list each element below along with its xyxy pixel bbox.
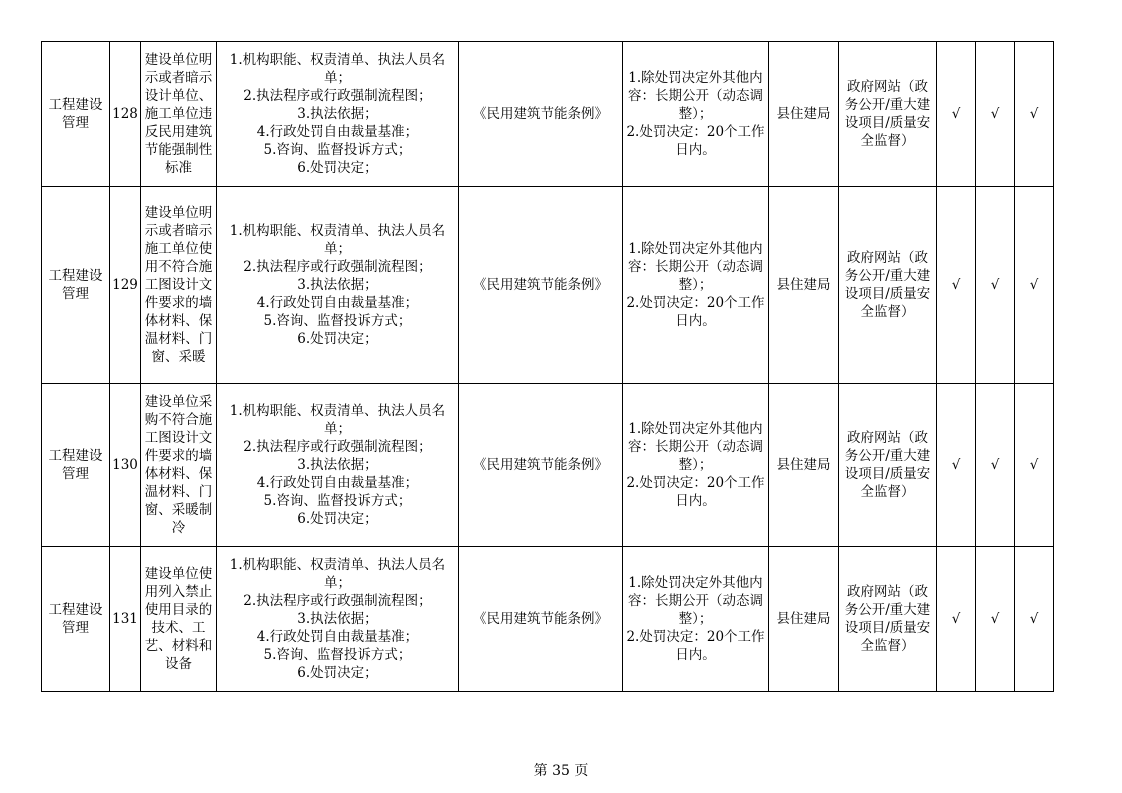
period-cell: 1.除处罚决定外其他内容：长期公开（动态调整）； 2.处罚决定：20个工作日内。 <box>623 42 769 187</box>
content-cell: 1.机构职能、权责清单、执法人员名单； 2.执法程序或行政强制流程图； 3.执法依据； 4.行政处罚自由裁量基准； 5.咨询、监督投诉方式； 6.处罚决定； <box>217 547 459 692</box>
category-cell: 工程建设管理 <box>42 187 110 384</box>
check-mark-cell: √ <box>937 187 976 384</box>
basis-cell: 《民用建筑节能条例》 <box>459 187 623 384</box>
check-mark-cell: √ <box>976 42 1015 187</box>
matter-cell: 建设单位明示或者暗示施工单位使用不符合施工图设计文件要求的墙体材料、保温材料、门窗、采暖 <box>141 187 217 384</box>
page-number: 第 35 页 <box>533 763 589 779</box>
period-cell: 1.除处罚决定外其他内容：长期公开（动态调整）； 2.处罚决定：20个工作日内。 <box>623 547 769 692</box>
category-cell: 工程建设管理 <box>42 42 110 187</box>
matter-cell: 建设单位采购不符合施工图设计文件要求的墙体材料、保温材料、门窗、采暖制冷 <box>141 384 217 547</box>
content-cell: 1.机构职能、权责清单、执法人员名单； 2.执法程序或行政强制流程图； 3.执法依据； 4.行政处罚自由裁量基准； 5.咨询、监督投诉方式； 6.处罚决定； <box>217 42 459 187</box>
subject-cell: 县住建局 <box>769 384 839 547</box>
table-row <box>42 547 1054 692</box>
check-mark-cell: √ <box>1015 547 1054 692</box>
period-cell: 1.除处罚决定外其他内容：长期公开（动态调整）； 2.处罚决定：20个工作日内。 <box>623 187 769 384</box>
check-mark-cell: √ <box>937 384 976 547</box>
number-cell: 130 <box>110 384 141 547</box>
number-cell: 129 <box>110 187 141 384</box>
content-cell: 1.机构职能、权责清单、执法人员名单； 2.执法程序或行政强制流程图； 3.执法依据； 4.行政处罚自由裁量基准； 5.咨询、监督投诉方式； 6.处罚决定； <box>217 384 459 547</box>
basis-cell: 《民用建筑节能条例》 <box>459 42 623 187</box>
check-mark-cell: √ <box>1015 187 1054 384</box>
channel-cell: 政府网站（政务公开/重大建设项目/质量安全监督） <box>839 547 937 692</box>
disclosure-table <box>41 41 1054 692</box>
number-cell: 131 <box>110 547 141 692</box>
check-mark-cell: √ <box>1015 42 1054 187</box>
table-row <box>42 187 1054 384</box>
category-cell: 工程建设管理 <box>42 547 110 692</box>
basis-cell: 《民用建筑节能条例》 <box>459 384 623 547</box>
check-mark-cell: √ <box>976 187 1015 384</box>
number-cell: 128 <box>110 42 141 187</box>
check-mark-cell: √ <box>976 384 1015 547</box>
content-cell: 1.机构职能、权责清单、执法人员名单； 2.执法程序或行政强制流程图； 3.执法依据； 4.行政处罚自由裁量基准； 5.咨询、监督投诉方式； 6.处罚决定； <box>217 187 459 384</box>
subject-cell: 县住建局 <box>769 187 839 384</box>
table-row <box>42 42 1054 187</box>
channel-cell: 政府网站（政务公开/重大建设项目/质量安全监督） <box>839 187 937 384</box>
category-cell: 工程建设管理 <box>42 384 110 547</box>
period-cell: 1.除处罚决定外其他内容：长期公开（动态调整）； 2.处罚决定：20个工作日内。 <box>623 384 769 547</box>
check-mark-cell: √ <box>937 42 976 187</box>
matter-cell: 建设单位使用列入禁止使用目录的技术、工艺、材料和设备 <box>141 547 217 692</box>
channel-cell: 政府网站（政务公开/重大建设项目/质量安全监督） <box>839 384 937 547</box>
basis-cell: 《民用建筑节能条例》 <box>459 547 623 692</box>
subject-cell: 县住建局 <box>769 42 839 187</box>
matter-cell: 建设单位明示或者暗示设计单位、施工单位违反民用建筑节能强制性标准 <box>141 42 217 187</box>
check-mark-cell: √ <box>937 547 976 692</box>
subject-cell: 县住建局 <box>769 547 839 692</box>
channel-cell: 政府网站（政务公开/重大建设项目/质量安全监督） <box>839 42 937 187</box>
check-mark-cell: √ <box>976 547 1015 692</box>
table-row <box>42 384 1054 547</box>
check-mark-cell: √ <box>1015 384 1054 547</box>
